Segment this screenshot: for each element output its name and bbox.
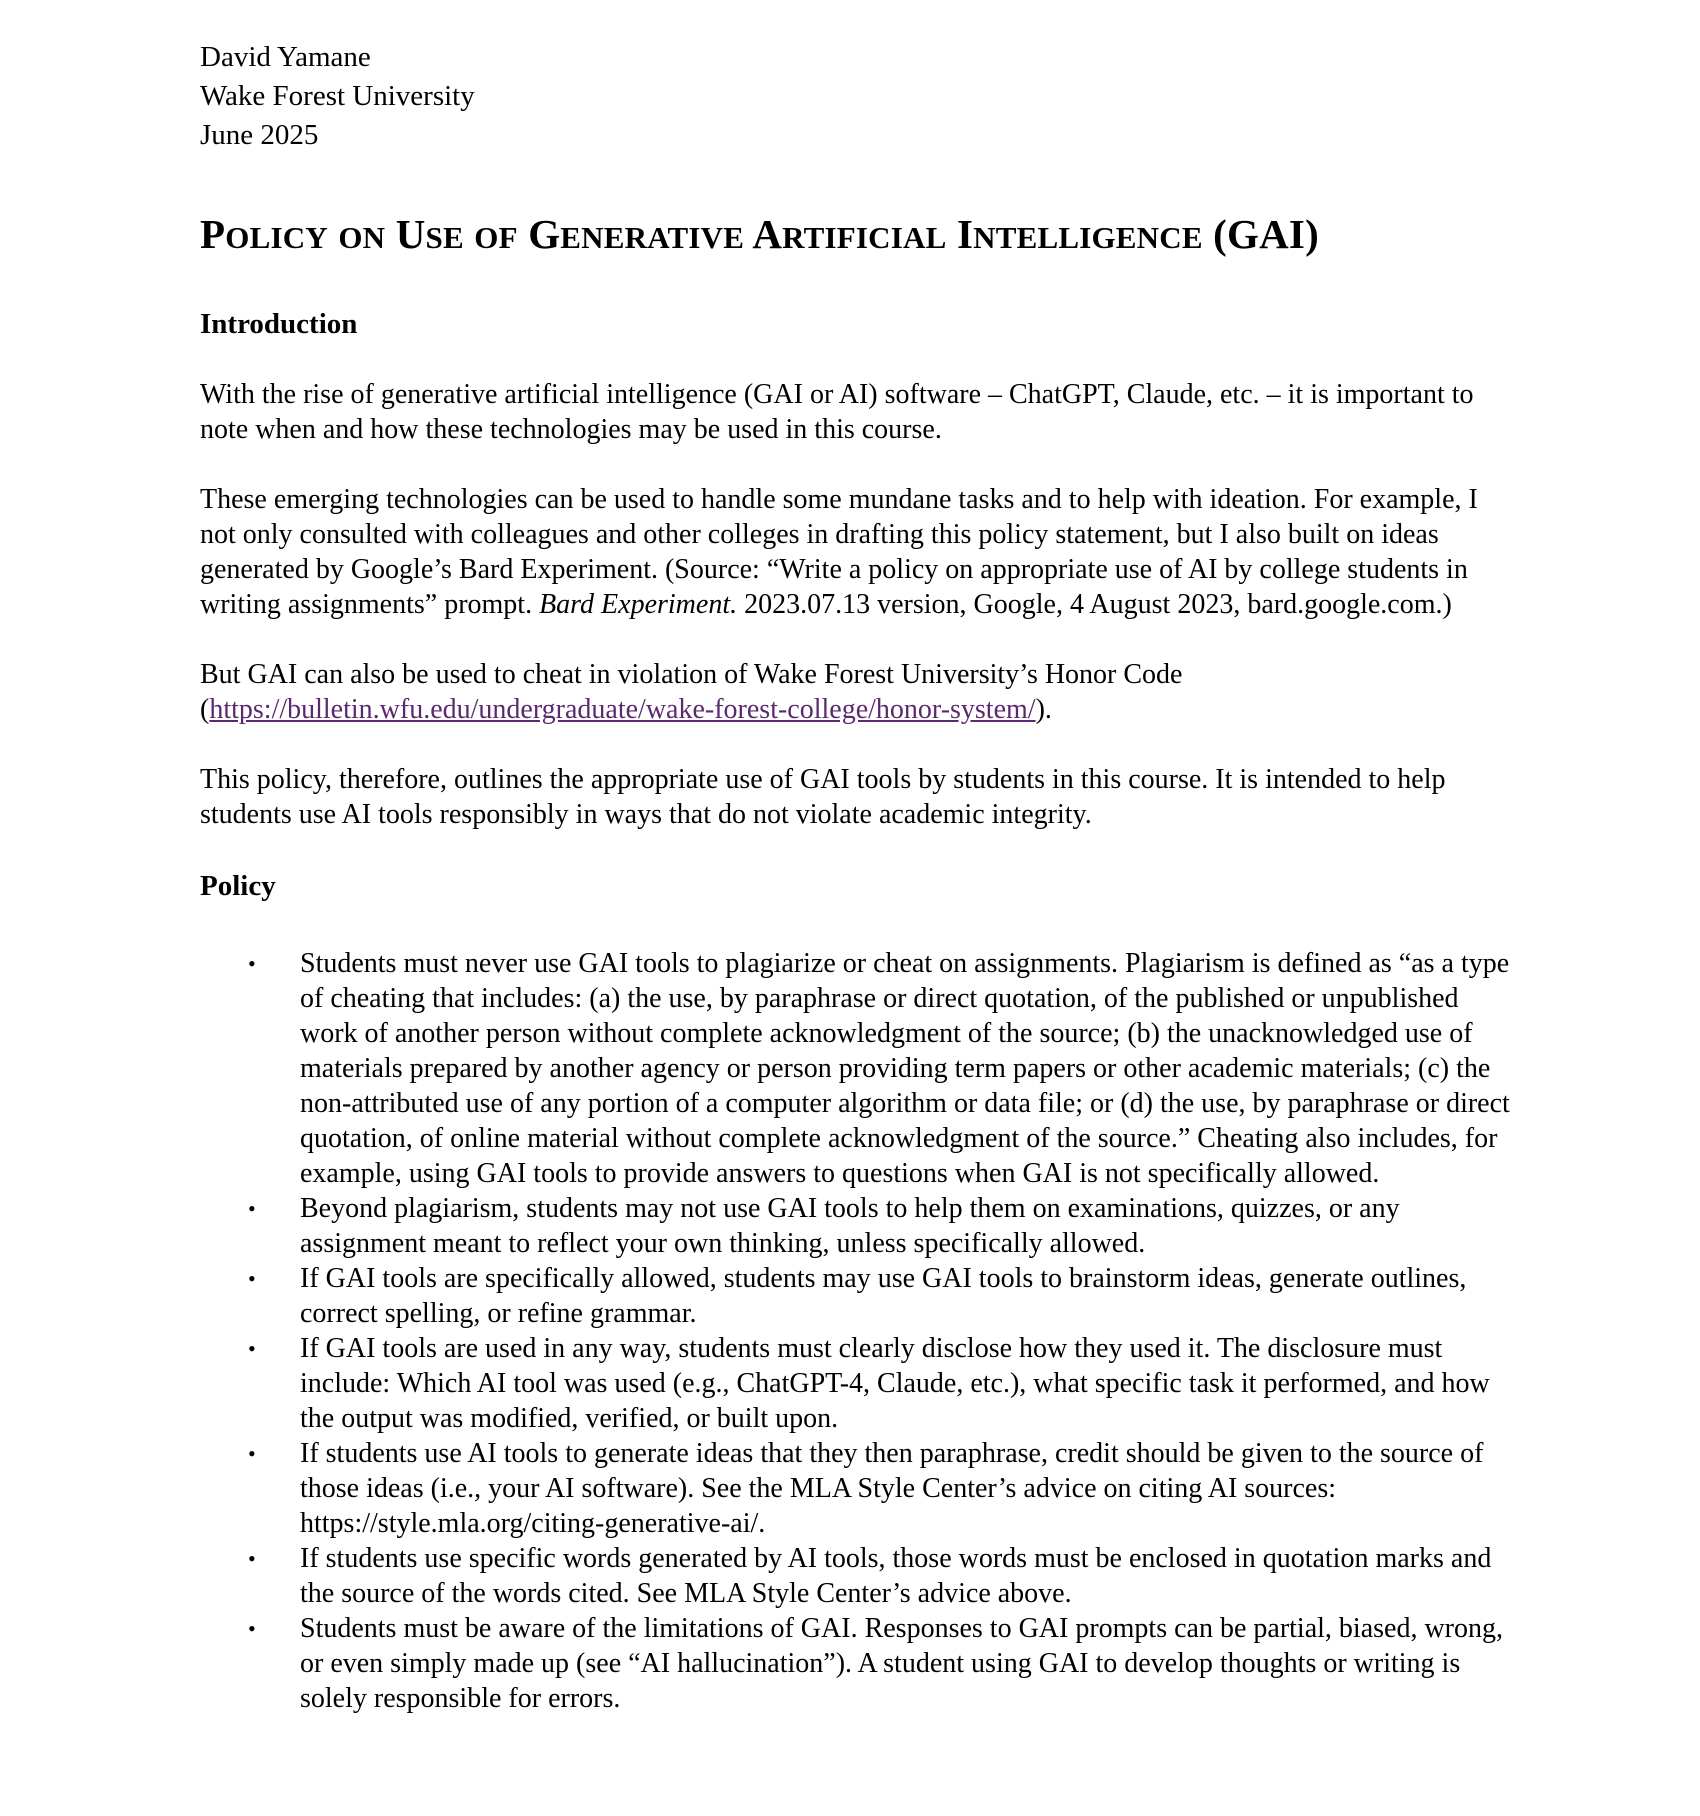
bullet-icon: • bbox=[248, 1336, 256, 1361]
policy-item: • Students must be aware of the limitations of GAI. Responses to GAI prompts can be partial, biased, wrong, or even simply made up (see “AI hallucination”). A student using GAI to develop thoughts or writing is solely responsible for errors. bbox=[248, 1613, 1503, 1714]
policy-item: • Students must never use GAI tools to plagiarize or cheat on assignments. Plagiarism is defined as “as a type of cheating that includes: (a) the use, by paraphrase or direct quotation, of the published or unpublished work of another person without complete acknowledgment of the source; (b) the unacknowledged use of materials prepared by another agency or person providing term papers or other academic materials; (c) the non-attributed use of any portion of a computer algorithm or data file; or (d) the use, by paraphrase or direct quotation, of online material without complete acknowledgment of the source.” Cheating also includes, for example, using GAI tools to provide answers to questions when GAI is not specifically allowed. bbox=[248, 948, 1510, 1189]
policy-heading: Policy bbox=[200, 870, 276, 902]
policy-item: • If GAI tools are used in any way, students must clearly disclose how they used it. The disclosure must include: Which AI tool was used (e.g., ChatGPT-4, Claude, etc.), what specific task it performed, and how the output was modified, verified, or built upon. bbox=[248, 1333, 1490, 1434]
policy-item: • Beyond plagiarism, students may not use GAI tools to help them on examinations, quizzes, or any assignment meant to reflect your own thinking, unless specifically allowed. bbox=[248, 1193, 1400, 1259]
author-block bbox=[200, 38, 1520, 155]
bullet-icon: • bbox=[248, 1196, 256, 1221]
author-institution: Wake Forest University bbox=[200, 80, 475, 112]
policy-item: • If GAI tools are specifically allowed, students may use GAI tools to brainstorm ideas, generate outlines, correct spelling, or refine grammar. bbox=[248, 1263, 1467, 1329]
policy-item: • If students use AI tools to generate ideas that they then paraphrase, credit should be given to the source of those ideas (i.e., your AI software). See the MLA Style Center’s advice on citing AI sources: https://style.mla.org/citing-generative-ai/. bbox=[248, 1438, 1484, 1539]
document-date: June 2025 bbox=[200, 119, 319, 151]
honor-code-link[interactable]: https://bulletin.wfu.edu/undergraduate/wake-forest-college/honor-system/ bbox=[209, 694, 1036, 725]
intro-paragraph-3: But GAI can also be used to cheat in violation of Wake Forest University’s Honor Code (https://bulletin.wfu.edu/undergraduate/wake-forest-college/honor-system/). bbox=[200, 659, 1183, 725]
page-content bbox=[200, 38, 1520, 1716]
bullet-icon: • bbox=[248, 1546, 256, 1571]
bullet-icon: • bbox=[248, 1441, 256, 1466]
intro-paragraph-4: This policy, therefore, outlines the appropriate use of GAI tools by students in this course. It is intended to help students use AI tools responsibly in ways that do not violate academic integrity. bbox=[200, 764, 1446, 830]
bullet-icon: • bbox=[248, 1616, 256, 1641]
policy-item: • If students use specific words generated by AI tools, those words must be enclosed in quotation marks and the source of the words cited. See MLA Style Center’s advice above. bbox=[248, 1543, 1492, 1609]
policy-list bbox=[200, 946, 1520, 1716]
intro-paragraph-2: These emerging technologies can be used to handle some mundane tasks and to help with ideation. For example, I not only consulted with colleagues and other colleges in drafting this policy statement, but I also built on ideas generated by Google’s Bard Experiment. (Source: “Write a policy on appropriate use of AI by college students in writing assignments” prompt. Bard Experiment. 2023.07.13 version, Google, 4 August 2023, bard.google.com.) bbox=[200, 484, 1478, 620]
bullet-icon: • bbox=[248, 951, 256, 976]
author-name: David Yamane bbox=[200, 41, 371, 73]
bullet-icon: • bbox=[248, 1266, 256, 1291]
introduction-heading: Introduction bbox=[200, 308, 358, 340]
intro-paragraph-1: With the rise of generative artificial intelligence (GAI or AI) software – ChatGPT, Claude, etc. – it is important to note when and how these technologies may be used in this course. bbox=[200, 379, 1474, 445]
document-title: POLICY ON USE OF GENERATIVE ARTIFICIAL INTELLIGENCE (GAI) bbox=[200, 211, 1319, 257]
